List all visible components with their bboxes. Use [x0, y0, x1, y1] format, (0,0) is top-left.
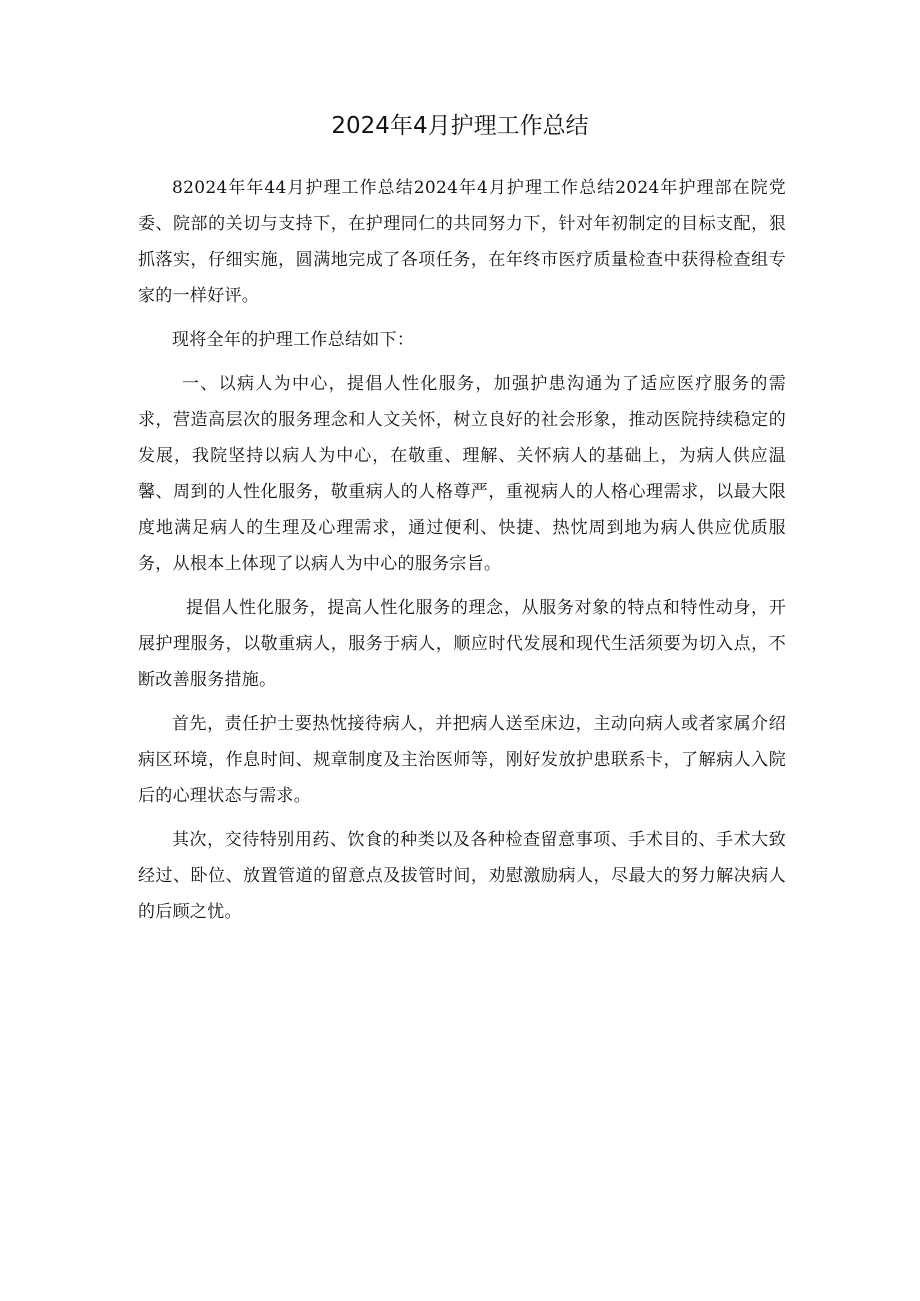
- paragraph-summary-lead: 现将全年的护理工作总结如下：: [172, 330, 415, 350]
- paragraph-first: 首先，责任护士要热忱接待病人，并把病人送至床边，主动向病人或者家属介绍病区环境，作息时间、规章制度及主治医师等，刚好发放护患联系卡，了解病人入院后的心理状态与需求。: [138, 714, 786, 806]
- paragraph-second: 其次，交待特别用药、饮食的种类以及各种检查留意事项、手术目的、手术大致经过、卧位、放置管道的留意点及拔管时间，劝慰激励病人，尽最大的努力解决病人的后顾之忧。: [138, 830, 786, 922]
- paragraph-section-one: 一、以病人为中心，提倡人性化服务，加强护患沟通为了适应医疗服务的需求，营造高层次的服务理念和人文关怀，树立良好的社会形象，推动医院持续稳定的发展，我院坚持以病人为中心，在敬重、理解、关怀病人的基础上，为病人供应温馨、周到的人性化服务，敬重病人的人格尊严，重视病人的人格心理需求，以最大限度地满足病人的生理及心理需求，通过便利、快捷、热忱周到地为病人供应优质服务，从根本上体现了以病人为中心的服务宗旨。: [138, 374, 786, 574]
- paragraph-humanized-service: 提倡人性化服务，提高人性化服务的理念，从服务对象的特点和特性动身，开展护理服务，以敬重病人，服务于病人，顺应时代发展和现代生活须要为切入点，不断改善服务措施。: [138, 598, 786, 690]
- document-body: [138, 170, 786, 938]
- paragraph-intro: 82024年年44月护理工作总结2024年4月护理工作总结2024年护理部在院党委、院部的关切与支持下，在护理同仁的共同努力下，针对年初制定的目标支配，狠抓落实，仔细实施，圆满地完成了各项任务，在年终市医疗质量检查中获得检查组专家的一样好评。: [138, 178, 786, 306]
- document-title: 2024年4月护理工作总结: [331, 113, 589, 139]
